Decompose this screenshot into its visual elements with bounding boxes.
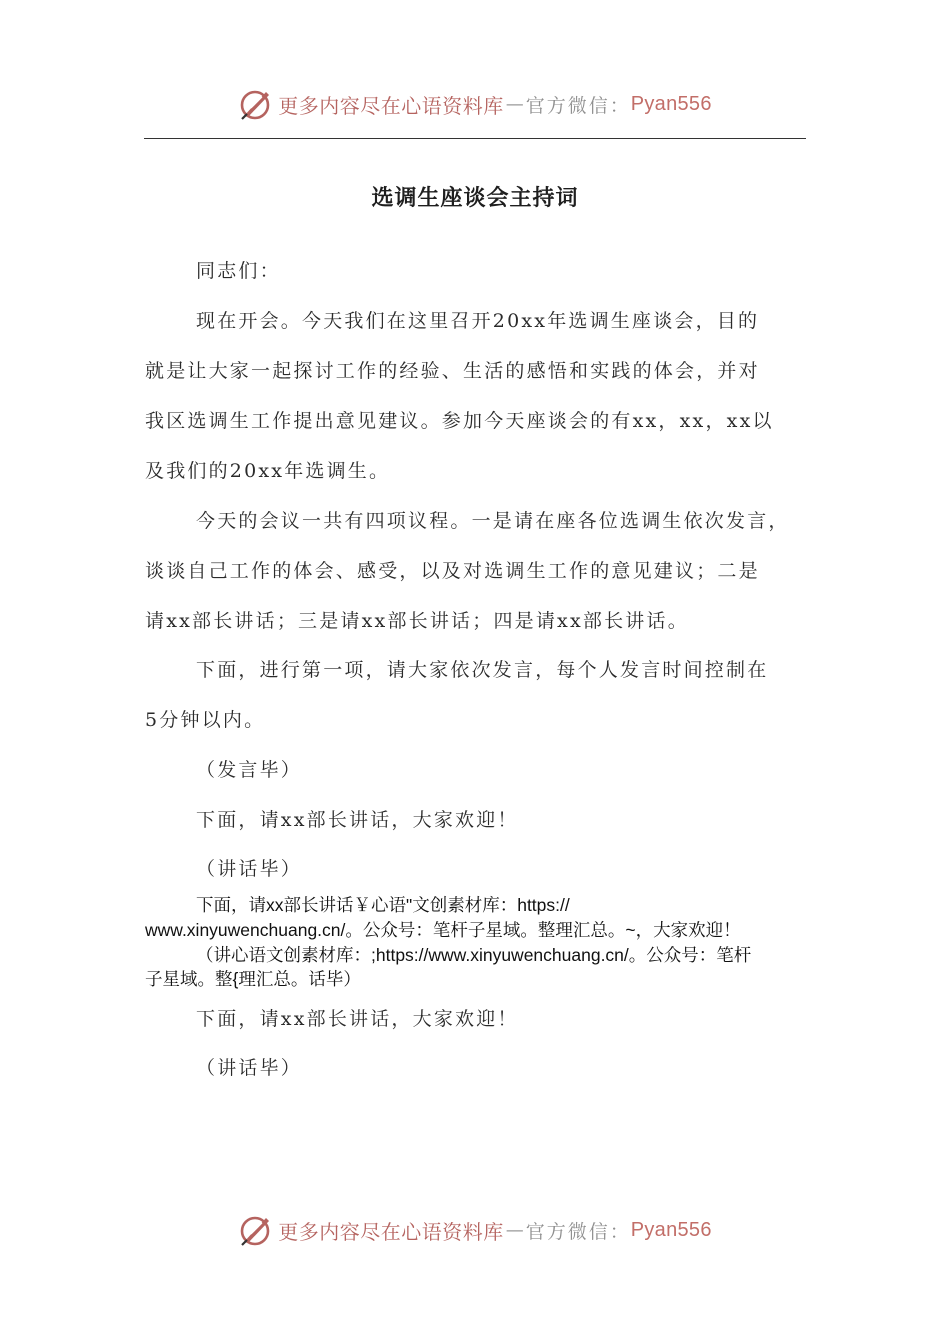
body-line: （讲话毕） bbox=[196, 858, 303, 880]
compact-line: （讲心语文创素材库：;https://www.xinyuwenchuang.cn/。公众号：笔杆 bbox=[196, 945, 752, 965]
banner-official-label: 官方微信： bbox=[525, 1220, 631, 1243]
quill-logo-icon bbox=[238, 1212, 274, 1248]
banner-slogan: 更多内容尽在心语资料库 bbox=[278, 1219, 504, 1244]
body-line: 今天的会议一共有四项议程。一是请在座各位选调生依次发言， bbox=[196, 510, 790, 532]
body-line: （讲话毕） bbox=[196, 1057, 303, 1079]
body-line: 谈谈自己工作的体会、感受，以及对选调生工作的意见建议；二是 bbox=[145, 560, 760, 582]
body-line: 及我们的20xx年选调生。 bbox=[145, 460, 391, 482]
banner-wechat-id: Pyan556 bbox=[630, 92, 712, 115]
quill-logo-icon bbox=[238, 86, 274, 122]
banner-separator: — bbox=[505, 1219, 524, 1241]
body-line: 下面，请xx部长讲话，大家欢迎！ bbox=[196, 809, 519, 831]
banner-separator: — bbox=[505, 93, 524, 115]
banner-official-label: 官方微信： bbox=[525, 94, 631, 117]
body-line: 同志们： bbox=[196, 260, 281, 282]
compact-line: www.xinyuwenchuang.cn/。公众号：笔杆子星域。整理汇总。~，大家欢迎！ bbox=[145, 920, 741, 940]
compact-line: 下面，请xx部长讲话￥心语"文创素材库：https:// bbox=[196, 895, 570, 915]
header-banner bbox=[0, 84, 950, 124]
body-line: 下面，进行第一项，请大家依次发言，每个人发言时间控制在 bbox=[196, 659, 769, 681]
header-divider bbox=[144, 138, 806, 139]
banner-slogan: 更多内容尽在心语资料库 bbox=[278, 93, 504, 118]
body-line: 下面，请xx部长讲话，大家欢迎！ bbox=[196, 1008, 519, 1030]
document-title: 选调生座谈会主持词 bbox=[371, 186, 579, 211]
body-line: 5分钟以内。 bbox=[145, 709, 266, 731]
footer-banner bbox=[0, 1210, 950, 1250]
body-line: 现在开会。今天我们在这里召开20xx年选调生座谈会，目的 bbox=[196, 310, 760, 332]
compact-line: 子星域。整{理汇总。话毕） bbox=[145, 969, 361, 989]
body-line: 就是让大家一起探讨工作的经验、生活的感悟和实践的体会，并对 bbox=[145, 360, 760, 382]
body-line: 请xx部长讲话；三是请xx部长讲话；四是请xx部长讲话。 bbox=[145, 610, 689, 632]
body-line: 我区选调生工作提出意见建议。参加今天座谈会的有xx，xx，xx以 bbox=[145, 410, 774, 432]
body-line: （发言毕） bbox=[196, 759, 303, 781]
banner-wechat-id: Pyan556 bbox=[630, 1218, 712, 1241]
